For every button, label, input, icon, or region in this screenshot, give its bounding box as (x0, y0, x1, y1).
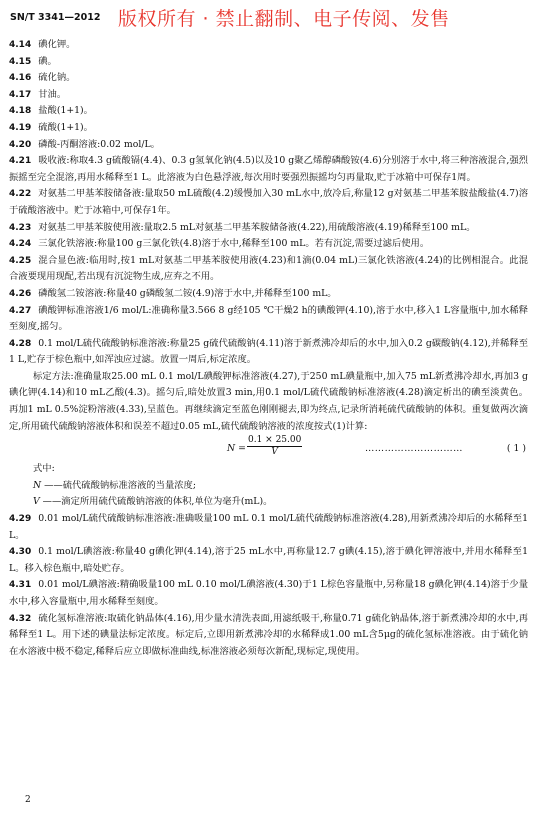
clause-item (9, 153, 528, 186)
clause-text: 硫化氢标准溶液:取硫化钠晶体(4.16),用少量水清洗表面,用滤纸吸干,称量0.71 g硫化钠晶体,溶于新煮沸冷却的水中,再稀释至1 L。用下述的碘量法标定浓度。标定后,立即用新煮沸冷却的水稀释成1.00 mL含5μg的硫化氢标准溶液。由于硫化钠在水溶液中极不稳定,稀释后应立即做标准曲线,标准溶液必须每次新配,现标定,现使用。 (9, 612, 528, 657)
formula-leader-dots: ………………………… (365, 443, 463, 455)
clause-text: 0.01 mol/L硫代硫酸钠标准溶液:准确吸量100 mL 0.1 mol/L硫代硫酸钠标准溶液(4.28),用新煮沸冷却后的水稀释至1 L。 (9, 513, 528, 541)
clause-number: 4.18 (9, 106, 32, 117)
formula-lhs: N = (227, 443, 246, 455)
symbol-definitions (9, 478, 528, 511)
clause-item (9, 70, 528, 87)
clause-text: 混合显色液:临用时,按1 mL对氨基二甲基苯胺使用液(4.23)和1滴(0.04 mL)三氯化铁溶液(4.24)的比例相混合。此混合液要现用现配,若出现有沉淀物生成,应弃之不用。 (9, 254, 528, 283)
clause-number: 4.15 (9, 56, 32, 67)
clause-item (9, 544, 528, 577)
calibration-paragraph: 标定方法:准确量取25.00 mL 0.1 mol/L碘酸钾标准溶液(4.27),于250 mL碘量瓶中,加入75 mL新煮沸冷却水,再加3 g碘化钾(4.14)和10 mL乙酸(4.3)。摇匀后,暗处放置3 min,用0.1 mol/L硫代硫酸钠标准溶液(4.28)滴定析出的碘至淡黄色。再加1 mL 0.5%淀粉溶液(4.33),呈蓝色。再继续滴定至蓝色刚刚褪去,即为终点,记录所消耗硫代硫酸钠的体积。重复做两次滴定,所用硫代硫酸钠溶液体积和误差不超过0.05 mL,硫代硫酸钠溶液的浓度按式(1)计算: (9, 370, 528, 432)
clause-number: 4.14 (9, 40, 32, 50)
copyright-watermark: 版权所有 · 禁止翻制、电子传阅、发售 (118, 8, 450, 30)
clause-item (9, 236, 528, 253)
clause-item (9, 286, 528, 303)
formula-1 (9, 435, 528, 461)
clause-text: 0.1 mol/L碘溶液:称量40 g碘化钾(4.14),溶于25 mL水中,再称量12.7 g碘(4.15),溶于碘化钾溶液中,并用水稀释至1 L。移入棕色瓶中,暗处贮存。 (9, 546, 528, 574)
clause-number: 4.22 (9, 189, 32, 200)
clause-text: 0.01 mol/L碘溶液:精确吸量100 mL 0.10 mol/L碘溶液(4.30)于1 L棕色容量瓶中,另称量18 g碘化钾(4.14)溶于少量水中,移入容量瓶中,用水稀释至刻度。 (9, 579, 528, 607)
clause-text: 碘酸钾标准溶液1/6 mol/L:准确称量3.566 8 g经105 ℃干燥2 h的碘酸钾(4.10),溶于水中,移入1 L容量瓶中,加水稀释至刻度,摇匀。 (9, 304, 528, 333)
clause-number: 4.23 (9, 222, 32, 233)
clause-text: 盐酸(1+1)。 (38, 105, 93, 117)
formula-fraction (247, 435, 302, 458)
symbol: V (33, 496, 40, 508)
symbol: N (33, 479, 42, 491)
clause-number: 4.30 (9, 547, 32, 558)
clause-number: 4.28 (9, 338, 32, 349)
clause-item (9, 611, 528, 661)
clause-text: 碘。 (38, 55, 57, 67)
clause-item (9, 220, 528, 237)
clause-item (9, 577, 528, 610)
page-header (10, 4, 530, 30)
reagent-list-continued (9, 511, 528, 660)
clause-number: 4.26 (9, 288, 32, 299)
clause-text: 磷酸氢二铵溶液:称量40 g磷酸氢二铵(4.9)溶于水中,并稀释至100 mL。 (38, 287, 337, 299)
symbol-meaning: ——硫代硫酸钠标准溶液的当量浓度; (41, 479, 196, 491)
clause-item (9, 186, 528, 219)
clause-text: 对氨基二甲基苯胺储备液:量取50 mL硫酸(4.2)缓慢加入30 mL水中,放冷后,称量12 g对氨基二甲基苯胺盐酸盐(4.7)溶于硫酸溶液中。贮于冰箱中,可保存1年。 (9, 188, 528, 216)
clause-number: 4.24 (9, 239, 32, 250)
clause-number: 4.29 (9, 514, 32, 525)
clause-number: 4.21 (9, 156, 32, 167)
formula-equation-number: ( 1 ) (506, 443, 526, 455)
clause-item (9, 511, 528, 544)
clause-number: 4.25 (9, 255, 32, 266)
clause-text: 三氯化铁溶液:称量100 g三氯化铁(4.8)溶于水中,稀释至100 mL。若有沉淀,需要过滤后使用。 (38, 238, 430, 250)
clause-item (9, 37, 528, 54)
clause-item (9, 303, 528, 336)
clause-text: 硫化钠。 (38, 72, 76, 84)
clause-number: 4.32 (9, 613, 32, 624)
symbol-meaning: ——滴定所用硫代硫酸钠溶液的体积,单位为毫升(mL)。 (39, 496, 273, 508)
clause-number: 4.17 (9, 89, 32, 100)
clause-text: 磷酸-丙酮溶液:0.02 mol/L。 (38, 138, 160, 150)
standard-number: SN/T 3341—2012 (10, 12, 101, 23)
clause-text: 吸收液:称取4.3 g硫酸镉(4.4)、0.3 g氢氧化钠(4.5)以及10 g聚乙烯醇磷酸铵(4.6)分别溶于水中,将三种溶液混合,强烈振摇至完全混溶,再用水稀释至1 L。此溶液为白色悬浮液,每次用时要强烈振摇均匀再量取,贮于冰箱中可保存1周。 (9, 155, 528, 183)
clause-item (9, 103, 528, 120)
clause-text: 对氨基二甲基苯胺使用液:量取2.5 mL对氨基二甲基苯胺储备液(4.22),用硫酸溶液(4.19)稀释至100 mL。 (38, 221, 476, 233)
symbol-definition (9, 478, 528, 495)
clause-text: 甘油。 (38, 88, 67, 100)
clause-number: 4.27 (9, 305, 32, 316)
clause-item (9, 137, 528, 154)
page-number: 2 (25, 795, 31, 805)
formula-numerator: 0.1 × 25.00 (248, 435, 302, 446)
document-body (9, 37, 528, 660)
clause-item (9, 87, 528, 104)
clause-number: 4.20 (9, 139, 32, 150)
where-label: 式中: (33, 463, 55, 475)
formula-denominator: V (271, 447, 278, 458)
reagent-list (9, 37, 528, 369)
clause-number: 4.19 (9, 122, 32, 133)
clause-text: 0.1 mol/L硫代硫酸钠标准溶液:称量25 g硫代硫酸钠(4.11)溶于新煮沸冷却后的水中,加入0.2 g碳酸钠(4.12),并稀释至1 L,贮存于棕色瓶中,如浑浊应过滤。放置一周后,标定浓度。 (9, 337, 528, 366)
clause-item (9, 253, 528, 286)
clause-item (9, 120, 528, 137)
clause-text: 碘化钾。 (38, 39, 76, 50)
clause-number: 4.31 (9, 580, 32, 591)
clause-text: 硫酸(1+1)。 (38, 121, 93, 133)
clause-item (9, 336, 528, 369)
clause-number: 4.16 (9, 73, 32, 84)
clause-item (9, 54, 528, 71)
symbol-definition (9, 494, 528, 511)
